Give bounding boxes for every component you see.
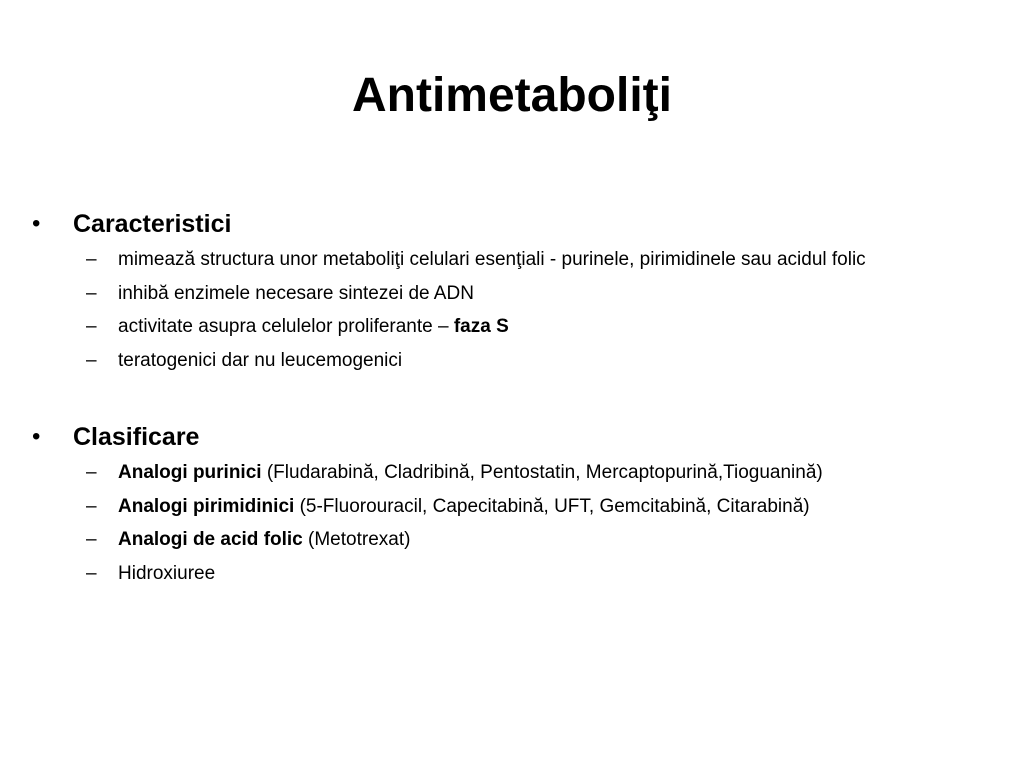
bullet-dot: •: [32, 423, 41, 450]
sub-list-caracteristici: [28, 243, 1018, 377]
section-heading: Clasificare: [73, 423, 200, 451]
sub-list-clasificare: [28, 456, 1018, 590]
section-caracteristici: [28, 205, 1018, 377]
item-text: (Fludarabină, Cladribină, Pentostatin, Mercaptopurină,Tioguanină): [261, 462, 823, 483]
item-bold-text: Analogi pirimidinici: [118, 495, 295, 517]
section-heading: Caracteristici: [73, 210, 232, 238]
dash-marker: –: [86, 529, 97, 550]
dash-marker: –: [86, 316, 97, 337]
item-text: mimează structura unor metaboliţi celulari esenţiali - purinele, pirimidinele sau acidul folic: [118, 249, 866, 270]
list-item: [28, 557, 1018, 591]
dash-marker: –: [86, 282, 97, 304]
dash-marker: –: [86, 349, 97, 371]
list-item: [28, 344, 1018, 378]
list-item: [28, 490, 1018, 524]
item-text: activitate asupra celulelor proliferante –: [118, 316, 454, 337]
list-item: [28, 243, 1018, 277]
item-bold-text: Analogi purinici: [118, 462, 262, 483]
dash-marker: –: [86, 562, 97, 584]
item-text: (5-Fluorouracil, Capecitabină, UFT, Gemcitabină, Citarabină): [294, 495, 810, 517]
dash-marker: –: [86, 249, 97, 270]
list-item: [28, 456, 1018, 490]
bullet-clasificare: [28, 418, 1018, 456]
list-item: [28, 277, 1018, 311]
item-bold-text: Analogi de acid folic: [118, 529, 303, 550]
item-text: teratogenici dar nu leucemogenici: [118, 349, 403, 371]
item-text: inhibă enzimele necesare sintezei de ADN: [118, 282, 474, 304]
item-bold-text: faza S: [453, 316, 509, 337]
item-text: Hidroxiuree: [118, 562, 216, 584]
item-text: (Metotrexat): [302, 529, 411, 550]
section-clasificare: [28, 418, 1018, 590]
list-item: [28, 310, 1018, 344]
dash-marker: –: [86, 462, 97, 483]
dash-marker: –: [86, 495, 97, 517]
list-item: [28, 523, 1018, 557]
bullet-dot: •: [32, 210, 41, 237]
slide-title: Antimetaboliţi: [352, 69, 672, 122]
bullet-caracteristici: [28, 205, 1018, 243]
